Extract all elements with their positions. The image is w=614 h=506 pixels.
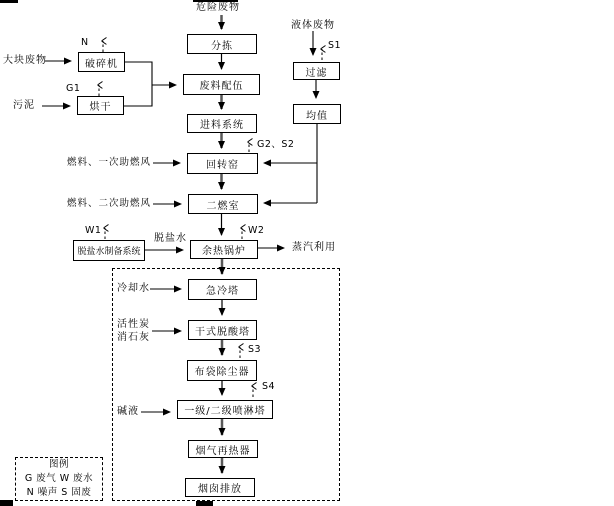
label-emission-g2-s2: G2、S2 <box>257 139 295 150</box>
label-bulk-waste: 大块废物 <box>3 55 47 66</box>
label-emission-s3: S3 <box>248 344 262 355</box>
node-demin-water-system: 脱盐水制备系统 <box>73 240 145 261</box>
label-steam-utilization: 蒸汽利用 <box>292 242 336 253</box>
label-emission-w2: W2 <box>248 225 265 236</box>
legend-row-gas-water: G 废气 W 废水 <box>24 473 94 484</box>
legend-title: 图例 <box>48 459 69 470</box>
artifact-title-overline <box>193 0 238 2</box>
artifact-bottom-mid-bar <box>196 501 213 506</box>
label-cooling-water: 冷却水 <box>117 283 150 294</box>
legend-box <box>15 457 103 501</box>
label-fuel-secondary-air: 燃料、二次助燃风 <box>67 198 152 209</box>
node-secondary-chamber: 二燃室 <box>188 194 258 214</box>
label-alkali-solution: 碱液 <box>117 406 139 417</box>
node-spray-tower: 一级/二级喷淋塔 <box>177 400 273 419</box>
label-emission-w1: W1 <box>85 225 102 236</box>
label-slaked-lime: 消石灰 <box>117 332 150 343</box>
node-bag-filter: 布袋除尘器 <box>187 360 257 381</box>
node-dry-deacidification-tower: 干式脱酸塔 <box>188 320 257 340</box>
label-sludge: 污泥 <box>13 100 35 111</box>
node-quench-tower: 急冷塔 <box>188 279 257 300</box>
label-demin-water: 脱盐水 <box>154 233 187 244</box>
flue-gas-treatment-boundary <box>112 268 340 501</box>
node-sorting: 分拣 <box>187 34 257 54</box>
node-stack-discharge: 烟囱排放 <box>185 478 255 497</box>
artifact-bottom-left-bar <box>0 500 13 506</box>
node-homogenizer: 均值 <box>293 104 341 124</box>
label-hazardous-waste: 危险废物 <box>196 2 240 13</box>
node-flue-gas-reheater: 烟气再热器 <box>188 440 258 458</box>
label-emission-g1: G1 <box>66 83 81 94</box>
label-fuel-primary-air: 燃料、一次助燃风 <box>67 157 152 168</box>
label-activated-carbon: 活性炭 <box>117 319 150 330</box>
node-dryer: 烘干 <box>77 96 124 115</box>
label-emission-n: N <box>81 37 89 48</box>
label-liquid-waste: 液体废物 <box>291 20 335 31</box>
node-feeding-system: 进料系统 <box>187 114 257 133</box>
label-emission-s1: S1 <box>328 40 342 51</box>
node-rotary-kiln: 回转窑 <box>187 153 258 174</box>
label-emission-s4: S4 <box>262 381 276 392</box>
node-waste-blending: 废料配伍 <box>183 74 260 95</box>
legend-row-noise-solid: N 噪声 S 固废 <box>26 487 92 498</box>
node-waste-heat-boiler: 余热锅炉 <box>190 240 258 259</box>
artifact-top-left-bar <box>0 0 18 3</box>
node-crusher: 破碎机 <box>78 52 125 72</box>
node-filter: 过滤 <box>293 62 340 80</box>
